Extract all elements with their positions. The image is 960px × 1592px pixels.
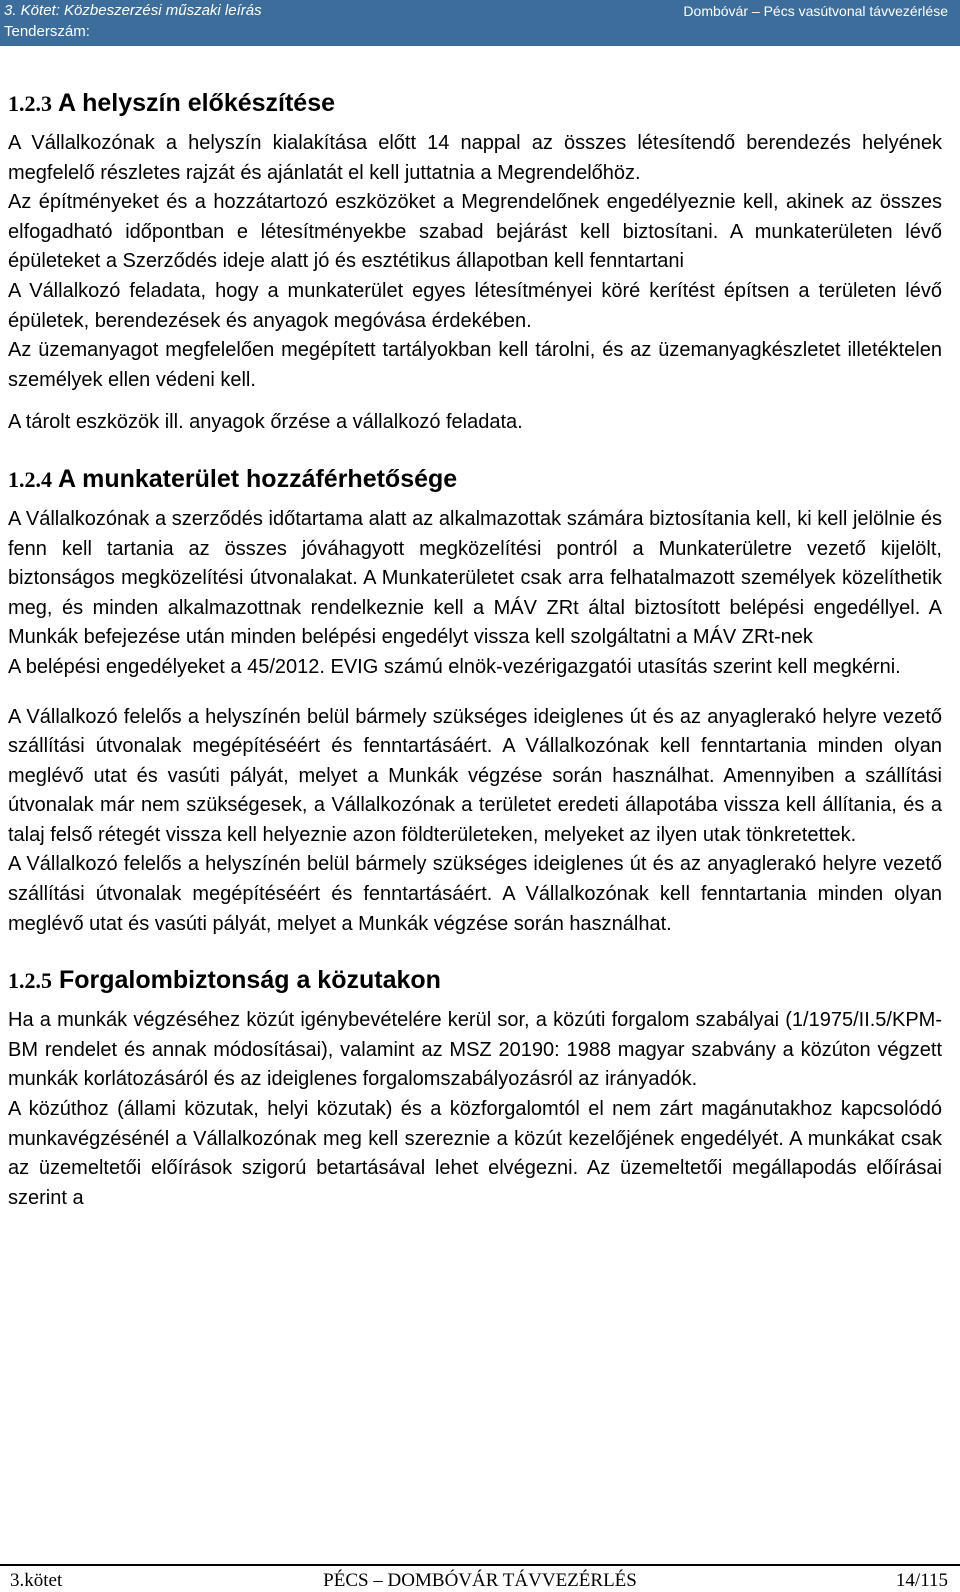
paragraph: A Vállalkozónak a szerződés időtartama alatt az alkalmazottak számára biztosítania kell, ki kell jelölnie és fenn kell tartania az összes jóváhagyott megközelítési pontról a Munkaterületre vezető kijelölt, biztonságos megközelítési útvonalakat. A Munkaterületet csak arra felhatalmazott személyek közelíthetik meg, és minden alkalmazottnak rendelkeznie kell a MÁV ZRt által biztosított belépési engedéllyel. A Munkák befejezése után minden belépési engedélyt vissza kell szolgáltatni a MÁV ZRt-nek [8,507,942,649]
section-heading-1-2-4 [8,462,942,497]
paragraph: A belépési engedélyeket a 45/2012. EVIG számú elnök-vezérigazgatói utasítás szerint kell megkérni. [8,655,901,678]
paragraph: A Vállalkozó felelős a helyszínén belül bármely szükséges ideiglenes út és az anyaglerakó helyre vezető szállítási útvonalak megépítéséért és fenntartásáért. A Vállalkozónak kell fenntartania minden olyan meglévő utat és vasúti pályát, melyet a Munkák végzése során használhat. [8,853,942,935]
paragraph: A Vállalkozó felelős a helyszínén belül bármely szükséges ideiglenes út és az anyaglerakó helyre vezető szállítási útvonalak megépítéséért és fenntartásáért. A Vállalkozónak kell fenntartania minden olyan meglévő utat és vasúti pályát, melyet a Munkák végzése során használhat. Amennyiben a szállítási útvonalak már nem szükségesek, a Vállalkozónak a területet eredeti állapotába vissza kell állítania, és a talaj felső rétegét vissza kell helyeznie azon földterületeken, melyeket az ilyen utak tönkretettek. [8,705,942,846]
section-title: Forgalombiztonság a közutakon [58,966,441,995]
page-header [0,0,960,46]
paragraph: A Vállalkozó feladata, hogy a munkaterület egyes létesítményei köré kerítést építsen a területen lévő épületek, berendezések és anyagok megóvása érdekében. [8,279,942,332]
paragraph: Az üzemanyagot megfelelően megépített tartályokban kell tárolni, és az üzemanyagkészletet illetéktelen személyek ellen védeni kell. [8,339,942,391]
footer-title: PÉCS – DOMBÓVÁR TÁVVEZÉRLÉS [323,1570,637,1591]
page-footer [0,1564,960,1591]
paragraph: A tárolt eszközök ill. anyagok őrzése a vállalkozó feladata. [8,411,523,434]
paragraph: A Vállalkozónak a helyszín kialakítása előtt 14 nappal az összes létesítendő berendezés helyének megfelelő részletes rajzát és ajánlatát el kell juttatnia a Megrendelőhöz. [8,132,942,184]
paragraph: Ha a munkák végzéséhez közút igénybevételére kerül sor, a közúti forgalom szabályai (1/1975/II.5/KPM-BM rendelet és annak módosításai), valamint az MSZ 20190: 1988 magyar szabvány a közúton végzett munkák korlátozásáról és az ideiglenes forgalomszabályozásról az irányadók. [8,1009,942,1091]
footer-volume: 3.kötet [10,1570,63,1591]
section-number: 1.2.3 [8,91,52,116]
section-heading-1-2-3 [8,86,942,121]
page-number: 14/115 [895,1570,948,1591]
section-title: A helyszín előkészítése [58,89,336,117]
paragraph: A közúthoz (állami közutak, helyi közutak) és a közforgalomtól el nem zárt magánutakhoz kapcsolódó munkavégzésénél a Vállalkozónak meg kell szereznie a közút kezelőjének engedélyét. A munkákat csak az üzemeltetői előírások szigorú betartásával lehet elvégezni. Az üzemeltetői megállapodás előírásai szerint a [8,1098,942,1209]
volume-title: 3. Kötet: Közbeszerzési műszaki leírás [4,2,262,19]
section-heading-1-2-5 [8,963,942,998]
document-body [8,86,942,1213]
project-title: Dombóvár – Pécs vasútvonal távvezérlése [683,3,948,19]
section-title: A munkaterület hozzáférhetősége [58,464,458,493]
section-number: 1.2.4 [8,466,52,492]
tender-label: Tenderszám: [4,23,90,40]
section-number: 1.2.5 [8,968,52,994]
paragraph: Az építményeket és a hozzátartozó eszközöket a Megrendelőnek engedélyeznie kell, akinek az összes elfogadható időpontban e létesítményekbe szabad bejárást kell biztosítani. A munkaterületen lévő épületeket a Szerződés ideje alatt jó és esztétikus állapotban kell fenntartani [8,191,942,273]
